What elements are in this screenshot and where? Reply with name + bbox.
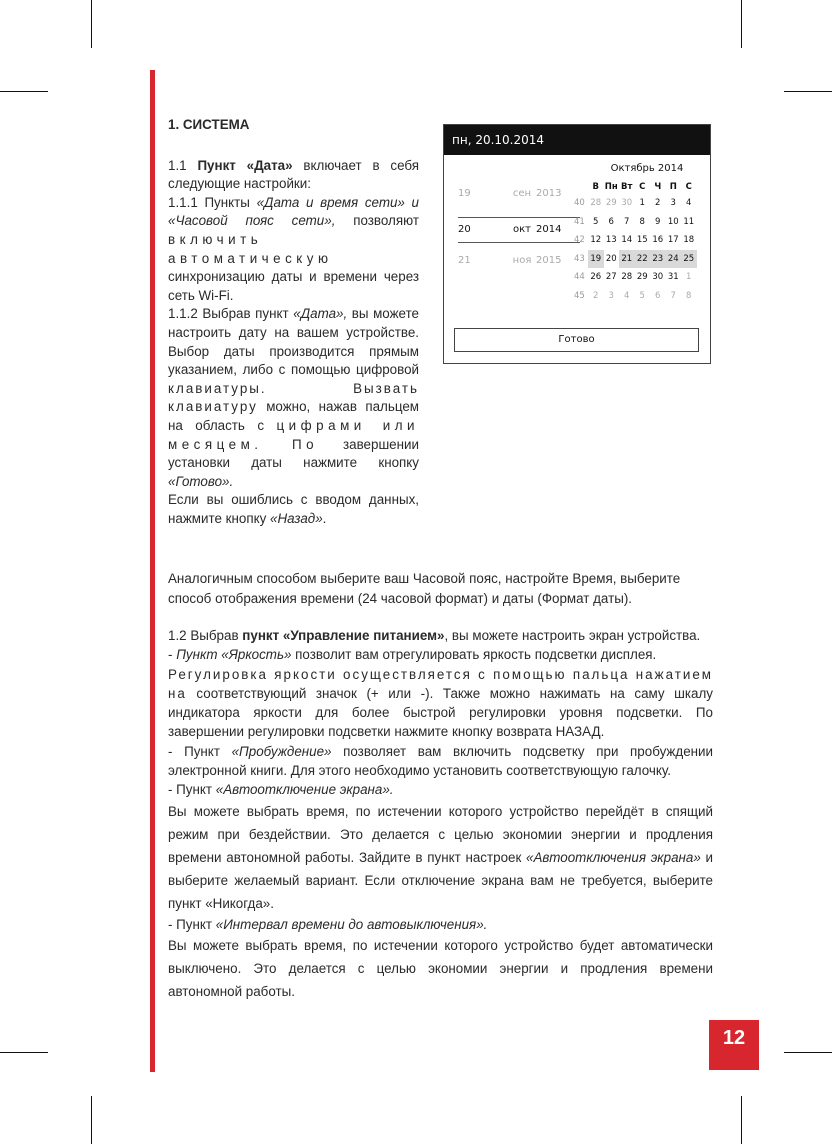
calendar-day[interactable]: 4 — [686, 198, 692, 209]
paragraph-date-item — [168, 157, 419, 194]
spaced-text: цифрами или месяцем. По — [168, 417, 419, 452]
italic-text: «Дата», — [293, 306, 348, 322]
spaced-text: Регулировка яркости осуществляется с помощью пальца нажатием на — [168, 666, 713, 701]
calendar-day[interactable]: 25 — [681, 250, 697, 269]
italic-text: «Интервал времени до автовыключения». — [215, 916, 488, 932]
intro-text: Аналогичным способом выберите ваш Часовой пояс, настройте Время, выберите способ отображения времени (24 часовой формат) и даты (Формат даты). — [168, 571, 681, 606]
calendar-day[interactable]: 28 — [621, 272, 633, 283]
spaced-text: включить автоматическую — [168, 231, 333, 266]
text: можно, нажав пальцем на область с — [168, 399, 419, 433]
calendar-day[interactable]: 14 — [621, 235, 633, 246]
calendar-day[interactable]: 18 — [683, 235, 695, 246]
calendar-day[interactable]: 29 — [605, 198, 617, 209]
text: и выберите желаемый вариант. Если отключение экрана вам не требуется, выберите пункт «Никогда». — [168, 849, 713, 911]
text: - Пункт — [168, 916, 216, 932]
spaced-text: клавиатуры. Вызвать клавиатуру — [168, 380, 419, 415]
text: , вы можете настроить экран устройства. — [444, 628, 701, 643]
paragraph-network-time — [168, 194, 419, 306]
calendar-day[interactable]: 6 — [608, 216, 614, 227]
brightness-description — [168, 665, 713, 742]
text: позволяет вам включить подсветку при пробуждении электронной книги. Для этого необходимо установить соответствующую галочку. — [168, 743, 713, 779]
text: 1.1.2 Выбрав пункт — [168, 306, 294, 322]
date-header: пн, 20.10.2014 — [444, 125, 710, 155]
left-column — [168, 116, 419, 528]
done-button[interactable]: Готово — [454, 328, 699, 352]
italic-text: «Автоотключения экрана» — [526, 849, 701, 865]
crop-mark — [0, 91, 48, 92]
interval-description: Вы можете выбрать время, по истечении которого устройство будет автоматически выключено. Это делается с целью экономии энергии и продления времени автономной работы. — [168, 937, 713, 999]
calendar-day[interactable]: 7 — [670, 290, 676, 301]
bold-text: Пункт «Дата» — [197, 157, 293, 173]
calendar-day[interactable]: 16 — [652, 235, 664, 246]
text: позволяют — [335, 213, 419, 229]
brightness-item — [168, 645, 713, 664]
text: - — [168, 647, 177, 663]
week-number: 40 — [574, 198, 585, 209]
crop-mark — [0, 1052, 48, 1053]
calendar-day[interactable]: 3 — [670, 198, 676, 209]
paragraph-manual-date — [168, 305, 419, 491]
calendar-day[interactable]: 6 — [655, 290, 661, 301]
week-number: 44 — [574, 272, 585, 283]
text: соответствующий значок (+ или -). Также можно нажимать на саму шкалу индикатора яркости для более быстрой регулировки уровня подсветки. По завершении регулировки подсветки нажмите кнопку возврата НАЗАД. — [168, 685, 713, 740]
text: завершении установки даты нажмите кнопку — [168, 436, 419, 471]
calendar-day[interactable]: 17 — [667, 235, 679, 246]
power-heading — [168, 626, 713, 645]
section-title: 1. СИСТЕМА — [168, 117, 250, 132]
week-number: 43 — [574, 253, 585, 264]
auto-off-description — [168, 800, 713, 915]
italic-text: Пункт «Яркость» — [176, 647, 292, 663]
text: 1.2 Выбрав — [168, 628, 243, 643]
text: 1.1.1 Пункты — [168, 194, 257, 210]
bold-text: пункт «Управление питанием» — [242, 628, 445, 643]
crop-mark — [91, 1096, 92, 1144]
year-next[interactable]: 2015 — [536, 255, 562, 266]
month-next[interactable]: ноя — [512, 255, 532, 266]
italic-text: «Дата и время сети» и «Часовой пояс сети», — [168, 194, 419, 229]
italic-text: «Автоотключение экрана». — [215, 782, 394, 798]
calendar-day[interactable]: 27 — [605, 272, 617, 283]
year-selected[interactable]: 2014 — [536, 217, 580, 243]
weekday-label: С — [685, 182, 692, 192]
calendar-day[interactable]: 15 — [636, 235, 648, 246]
calendar-day[interactable]: 1 — [686, 272, 692, 283]
weekday-label: Вт — [621, 182, 633, 192]
calendar-day[interactable]: 2 — [655, 198, 661, 209]
auto-off-item — [168, 780, 713, 799]
calendar-day[interactable]: 10 — [667, 216, 679, 227]
calendar-day[interactable]: 30 — [621, 198, 633, 209]
text: - Пункт — [168, 743, 232, 759]
weekday-label: П — [669, 182, 677, 192]
calendar-day[interactable]: 30 — [652, 272, 664, 283]
calendar-day[interactable]: 28 — [590, 198, 602, 209]
year-prev[interactable]: 2013 — [536, 188, 562, 199]
day-next[interactable]: 21 — [458, 255, 471, 266]
calendar-day[interactable]: 24 — [666, 250, 682, 269]
crop-mark — [784, 91, 832, 92]
calendar-day[interactable]: 19 — [588, 250, 604, 269]
calendar-day[interactable]: 11 — [683, 216, 695, 227]
text: . — [322, 510, 327, 526]
italic-text: «Пробуждение» — [231, 743, 332, 759]
calendar-day-selected[interactable]: 20 — [605, 253, 617, 264]
text: Если вы ошиблись с вводом данных, нажмите кнопку — [168, 492, 419, 526]
calendar-day[interactable]: 12 — [590, 235, 602, 246]
crop-mark — [741, 0, 742, 48]
month-selected[interactable]: окт — [500, 217, 544, 243]
calendar-day[interactable]: 26 — [590, 272, 602, 283]
interval-item — [168, 915, 713, 934]
day-drum[interactable] — [458, 187, 502, 289]
calendar-day[interactable]: 2 — [593, 290, 599, 301]
day-selected[interactable]: 20 — [458, 217, 502, 243]
calendar-day[interactable]: 4 — [624, 290, 630, 301]
week-number: 42 — [574, 235, 585, 246]
text: включает в себя следующие настройки: — [168, 157, 419, 192]
week-col-header — [574, 180, 588, 194]
month-prev[interactable]: сен — [512, 188, 532, 199]
calendar-grid — [574, 180, 697, 305]
weekday-label: Пн — [604, 182, 618, 192]
weekday-label: С — [639, 182, 646, 192]
calendar-day[interactable]: 5 — [593, 216, 599, 227]
page-number: 12 — [709, 1020, 759, 1070]
calendar-day[interactable]: 3 — [608, 290, 614, 301]
calendar-day[interactable]: 13 — [605, 235, 617, 246]
text: - Пункт — [168, 782, 216, 798]
wake-item — [168, 742, 713, 781]
power-section — [168, 626, 713, 1003]
crop-mark — [784, 1052, 832, 1053]
weekday-label: В — [592, 182, 599, 192]
italic-text: «Готово». — [168, 473, 234, 489]
italic-text: «Назад» — [270, 510, 323, 526]
calendar-title: Октябрь 2014 — [610, 163, 684, 174]
day-prev[interactable]: 19 — [458, 188, 471, 199]
week-number: 45 — [574, 290, 585, 301]
calendar-day[interactable]: 1 — [639, 198, 645, 209]
calendar-day[interactable]: 7 — [624, 216, 630, 227]
red-margin-bar — [150, 70, 155, 1072]
crop-mark — [91, 0, 92, 48]
calendar-day[interactable]: 9 — [655, 216, 661, 227]
text: 1.1 — [168, 157, 198, 173]
weekday-label: Ч — [654, 182, 662, 192]
intro-paragraph — [168, 569, 713, 608]
calendar-day[interactable]: 31 — [667, 272, 679, 283]
calendar-day[interactable]: 29 — [636, 272, 648, 283]
calendar-day[interactable]: 8 — [686, 290, 692, 301]
text: Вы можете выбрать время, по истечении которого устройство перейдёт в спящий режим при бездействии. Это делается с целью экономии энергии и продления времени автономной работы. Зайдите в пункт настроек — [168, 803, 713, 865]
text: синхронизацию даты и времени через сеть Wi-Fi. — [168, 269, 419, 303]
week-number: 41 — [574, 216, 585, 227]
date-picker-screenshot — [443, 124, 711, 364]
text: вы можете настроить дату на вашем устройстве. Выбор даты производится прямым указанием, либо с помощью цифровой — [168, 306, 419, 378]
calendar-day[interactable]: 22 — [635, 250, 651, 269]
calendar-day[interactable]: 8 — [639, 216, 645, 227]
paragraph-back — [168, 491, 419, 528]
calendar-day[interactable]: 5 — [639, 290, 645, 301]
text: позволит вам отрегулировать яркость подсветки дисплея. — [291, 647, 657, 663]
crop-mark — [741, 1096, 742, 1144]
calendar-day[interactable]: 23 — [650, 250, 666, 269]
calendar-day[interactable]: 21 — [619, 250, 635, 269]
